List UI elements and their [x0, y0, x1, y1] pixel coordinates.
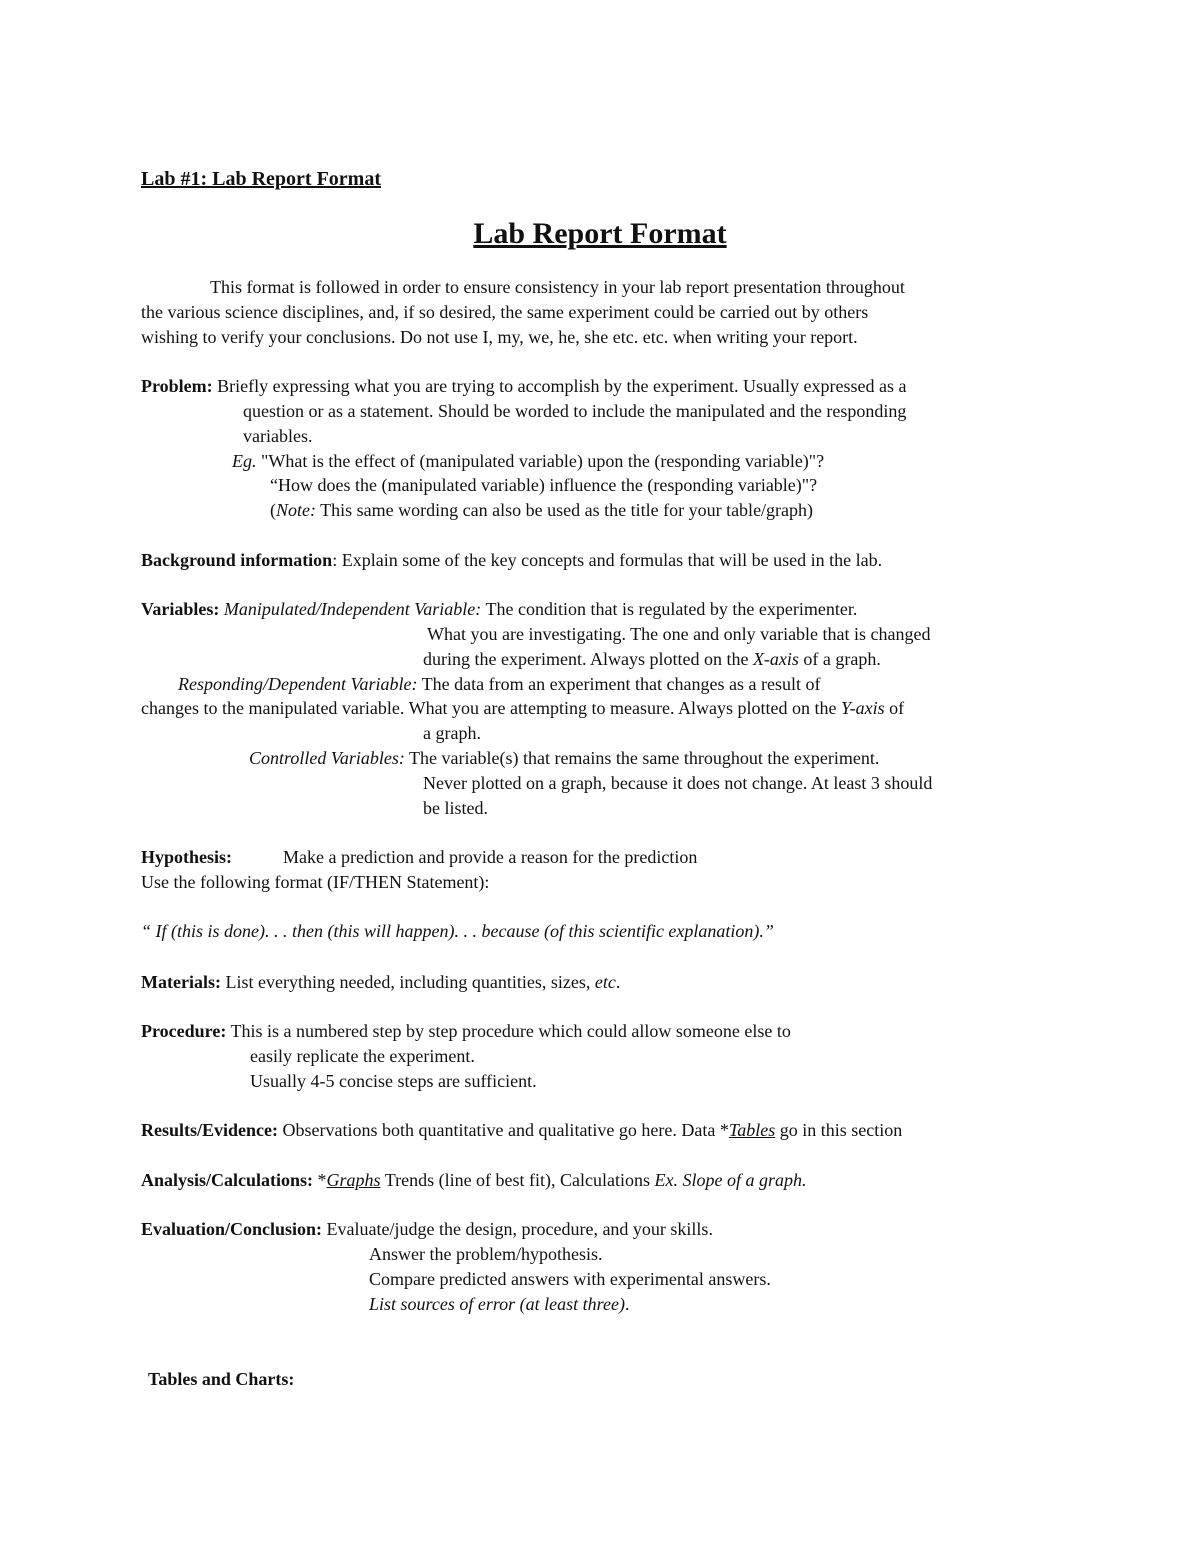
evaluation-line: List sources of error (at least three). [369, 1294, 630, 1314]
procedure-label: Procedure: [141, 1021, 227, 1041]
intro-line: wishing to verify your conclusions. Do not use I, my, we, he, she etc. etc. when writing your report. [141, 327, 858, 347]
problem-line: question or as a statement. Should be worded to include the manipulated and the responding [243, 401, 907, 421]
lab-label: Lab #1: Lab Report Format [141, 168, 381, 190]
tables-link: Tables [728, 1120, 776, 1140]
hypothesis-line: Make a prediction and provide a reason for the prediction [283, 847, 698, 867]
variables-line: during the experiment. Always plotted on the X-axis of a graph. [423, 649, 881, 669]
variables-line: be listed. [423, 798, 488, 818]
procedure-line: easily replicate the experiment. [250, 1046, 475, 1066]
background-line: Background information: Explain some of the key concepts and formulas that will be used in the lab. [141, 550, 883, 570]
page-title: Lab Report Format [473, 217, 727, 250]
problem-example: “How does the (manipulated variable) influence the (responding variable)"? [270, 475, 818, 495]
problem-label: Problem: [141, 376, 213, 396]
tables-charts-label: Tables and Charts: [148, 1369, 295, 1389]
variables-line: What you are investigating. The one and only variable that is changed [427, 624, 931, 644]
problem-note: (Note: This same wording can also be used as the title for your table/graph) [270, 500, 814, 520]
analysis-label: Analysis/Calculations: [141, 1170, 314, 1190]
variables-line: changes to the manipulated variable. What you are attempting to measure. Always plotted on the Y-axis of [141, 698, 905, 718]
procedure-line: Procedure: This is a numbered step by step procedure which could allow someone else to [141, 1021, 791, 1041]
evaluation-line: Compare predicted answers with experimental answers. [369, 1269, 771, 1289]
procedure-line: Usually 4-5 concise steps are sufficient. [250, 1071, 537, 1091]
results-label: Results/Evidence: [141, 1120, 278, 1140]
variables-line: Responding/Dependent Variable: The data from an experiment that changes as a result of [178, 674, 821, 694]
variables-line: Controlled Variables: The variable(s) that remains the same throughout the experiment. [249, 748, 880, 768]
variables-label: Variables: [141, 599, 220, 619]
analysis-line: Analysis/Calculations: *Graphs Trends (line of best fit), Calculations Ex. Slope of a graph. [141, 1170, 807, 1190]
evaluation-line: Evaluation/Conclusion: Evaluate/judge the design, procedure, and your skills. [141, 1219, 713, 1239]
variables-line: a graph. [423, 723, 481, 743]
hypothesis-example: “ If (this is done). . . then (this will happen). . . because (of this scientific explanation).” [141, 921, 774, 941]
background-label: Background information [141, 550, 333, 570]
materials-label: Materials: [141, 972, 221, 992]
variables-line: Variables: Manipulated/Independent Variable: The condition that is regulated by the experimenter. [141, 599, 858, 619]
evaluation-line: Answer the problem/hypothesis. [369, 1244, 603, 1264]
graphs-link: Graphs [326, 1170, 381, 1190]
problem-line: Problem: Briefly expressing what you are trying to accomplish by the experiment. Usually expressed as a [141, 376, 907, 396]
intro-line: This format is followed in order to ensure consistency in your lab report presentation throughout [210, 277, 905, 297]
materials-line: Materials: List everything needed, including quantities, sizes, etc. [141, 972, 621, 992]
hypothesis-label: Hypothesis: [141, 847, 233, 867]
problem-example: Eg. "What is the effect of (manipulated variable) upon the (responding variable)"? [232, 451, 825, 471]
intro-line: the various science disciplines, and, if so desired, the same experiment could be carried out by others [141, 302, 869, 322]
variables-line: Never plotted on a graph, because it does not change. At least 3 should [423, 773, 933, 793]
evaluation-label: Evaluation/Conclusion: [141, 1219, 323, 1239]
results-line: Results/Evidence: Observations both quantitative and qualitative go here. Data *Tables go in this section [141, 1120, 903, 1140]
problem-line: variables. [243, 426, 313, 446]
hypothesis-line: Use the following format (IF/THEN Statement): [141, 872, 490, 892]
